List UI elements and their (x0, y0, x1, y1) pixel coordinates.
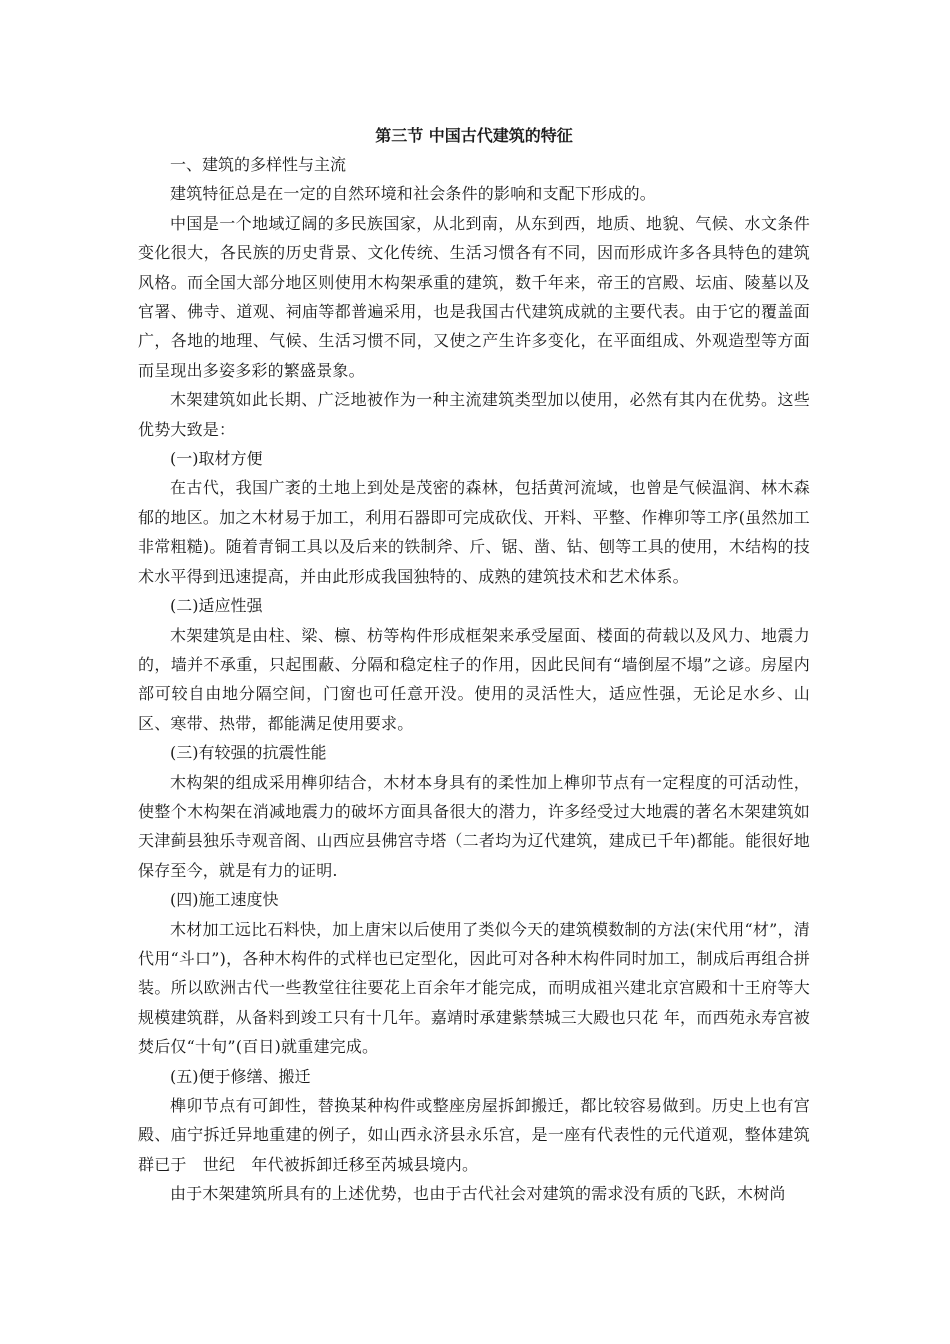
paragraph-wood-advantages: 木架建筑如此长期、广泛地被作为一种主流建筑类型加以使用，必然有其内在优势。这些优势大致是： (138, 390, 810, 439)
paragraph-china-diversity: 中国是一个地域辽阔的多民族国家，从北到南，从东到西，地质、地貌、气候、水文条件变化很大，各民族的历史背景、文化传统、生活习惯各有不同，因而形成许多各具特色的建筑风格。而全国大部分地区则使用木构架承重的建筑，数千年来，帝王的宫殿、坛庙、陵墓以及官署、佛寺、道观、祠庙等都普遍采用，也是我国古代建筑成就的主要代表。由于它的覆盖面广，各地的地理、气候、生活习惯不同，又使之产生许多变化，在平面组成、外观造型等方面而呈现出多姿多彩的繁盛景象。 (138, 213, 810, 380)
paragraph-conclusion: 由于木架建筑所具有的上述优势，也由于古代社会对建筑的需求没有质的飞跃，木树尚 (170, 1184, 786, 1204)
paragraph-intro: 建筑特征总是在一定的自然环境和社会条件的影响和支配下形成的。 (170, 184, 657, 204)
document-body (138, 150, 810, 1209)
subheading-speed: (四)施工速度快 (170, 890, 279, 910)
paragraph-seismic: 木构架的组成采用榫卯结合，木材本身具有的柔性加上榫卯节点有一定程度的可活动性，使整个木构架在消减地震力的破坏方面具备很大的潜力，许多经受过大地震的著名木架建筑如天津蓟县独乐寺观音阁、山西应县佛宫寺塔（二者均为辽代建筑，建成已千年)都能。能很好地保存至今，就是有力的证明. (138, 772, 810, 880)
subheading-material: (一)取材方便 (170, 449, 263, 469)
paragraph-repair: 榫卯节点有可卸性，替换某种构件或整座房屋拆卸搬迁，都比较容易做到。历史上也有宫殿、庙宁拆迁异地重建的例子，如山西永济县永乐宫，是一座有代表性的元代道观，整体建筑群已于 世纪 年代被拆卸迁移至芮城县境内。 (138, 1096, 810, 1174)
paragraph-speed: 木材加工远比石料快，加上唐宋以后使用了类似今天的建筑模数制的方法(宋代用“材”，清代用“斗口”)，各种木构件的式样也已定型化，因此可对各种木构件同时加工，制成后再组合拼装。所以欧洲古代一些教堂往往要花上百余年才能完成，而明成祖兴建北京宫殿和十王府等大规模建筑群，从备料到竣工只有十几年。嘉靖时承建紫禁城三大殿也只花 年，而西苑永寿宫被焚后仅“十旬”(百日)就重建完成。 (138, 919, 810, 1057)
document-page (138, 121, 810, 1209)
page-title: 第三节 中国古代建筑的特征 (375, 126, 573, 145)
paragraph-adaptability: 木架建筑是由柱、梁、檩、枋等构件形成框架来承受屋面、楼面的荷载以及风力、地震力的，墙并不承重，只起围蔽、分隔和稳定柱子的作用，因此民间有“墙倒屋不塌”之谚。房屋内部可较自由地分隔空间，门窗也可任意开没。使用的灵活性大，适应性强，无论足水乡、山区、寒带、热带，都能满足使用要求。 (138, 625, 810, 733)
subheading-seismic: (三)有较强的抗震性能 (170, 743, 327, 763)
paragraph-material: 在古代，我国广袤的土地上到处是茂密的森林，包括黄河流域，也曾是气候温润、林木森郁的地区。加之木材易于加工，利用石器即可完成砍伐、开料、平整、作榫卯等工序(虽然加工非常粗糙)。随着青铜工具以及后来的铁制斧、斤、锯、凿、钻、刨等工具的使用，木结构的技术水平得到迅速提高，并由此形成我国独特的、成熟的建筑技术和艺术体系。 (138, 478, 810, 586)
subheading-repair: (五)便于修缮、搬迁 (170, 1066, 311, 1086)
section-heading-diversity: 一、建筑的多样性与主流 (170, 155, 347, 174)
subheading-adaptability: (二)适应性强 (170, 596, 263, 616)
